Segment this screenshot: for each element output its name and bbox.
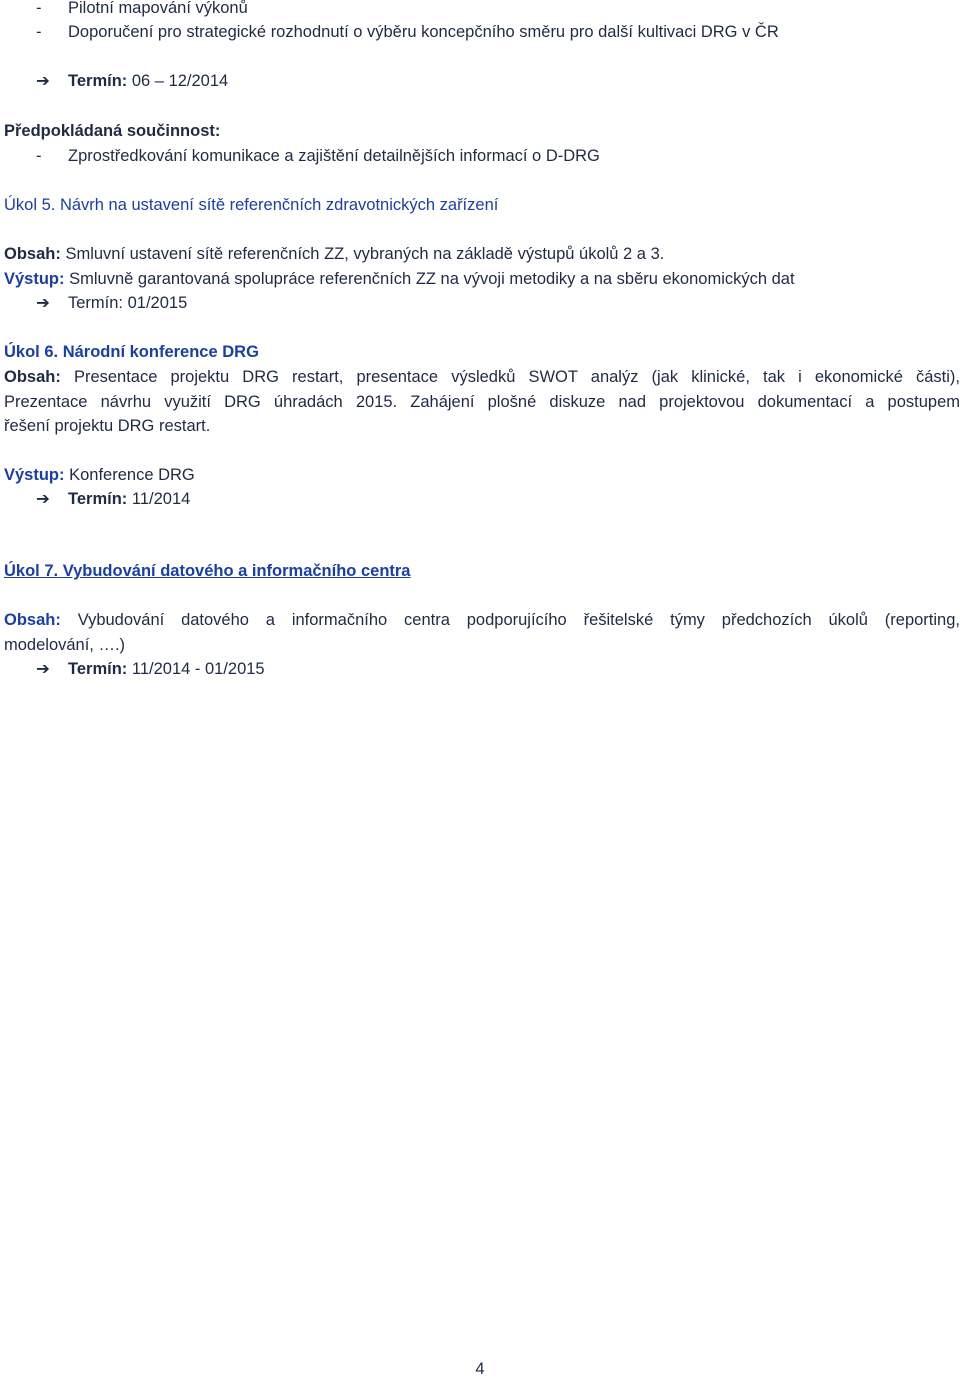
cooperation-heading: Předpokládaná součinnost: [4, 122, 221, 140]
task-6-vystup [4, 464, 195, 486]
dash-bullet: - [36, 0, 42, 17]
list-item [4, 0, 248, 19]
task-6-obsah-line3: řešení projektu DRG restart. [4, 417, 211, 435]
task-6-obsah [4, 366, 960, 388]
right-arrow-icon: ➔ [36, 72, 50, 90]
task-5-vystup [4, 268, 795, 290]
dash-bullet: - [36, 147, 42, 165]
list-item-text: Pilotní mapování výkonů [68, 0, 248, 17]
obsah-label: Obsah: [4, 245, 61, 263]
termin-line [4, 488, 190, 510]
list-item-text: Doporučení pro strategické rozhodnutí o výběru koncepčního směru pro další kultivaci DRG v ČR [68, 23, 779, 41]
termin-value: 11/2014 [131, 490, 191, 508]
obsah-text: Smluvní ustavení sítě referenčních ZZ, vybraných na základě výstupů úkolů 2 a 3. [65, 245, 665, 263]
termin-line [4, 70, 228, 92]
list-item [4, 145, 600, 167]
task-label: Úkol 5. [4, 196, 56, 214]
task-label: Úkol 6. [4, 343, 59, 361]
termin-value: 01/2015 [127, 294, 188, 312]
task-title: Vybudování datového a informačního centra [62, 562, 411, 580]
task-7-heading [4, 560, 410, 582]
task-6-heading [4, 341, 259, 363]
list-item-text: Zprostředkování komunikace a zajištění detailnějších informací o D-DRG [68, 147, 600, 165]
task-label: Úkol 7. [4, 562, 59, 580]
right-arrow-icon: ➔ [36, 660, 50, 678]
task-7-obsah [4, 609, 960, 631]
termin-label: Termín: [68, 660, 128, 678]
task-5-obsah [4, 243, 664, 265]
termin-label: Termín: [68, 72, 128, 90]
task-6-obsah-line2: Prezentace návrhu využití DRG úhradách 2015. Zahájení plošné diskuze nad projektovou dokumentací a postupem [4, 393, 960, 411]
vystup-label: Výstup: [4, 466, 65, 484]
termin-value: 06 – 12/2014 [131, 72, 229, 90]
task-title: Národní konference DRG [62, 343, 259, 361]
vystup-label: Výstup: [4, 270, 65, 288]
termin-label: Termín: [68, 490, 128, 508]
task-5-heading [4, 194, 498, 216]
dash-bullet: - [36, 23, 42, 41]
right-arrow-icon: ➔ [36, 294, 50, 312]
list-item [4, 21, 779, 43]
termin-label: Termín: [68, 294, 124, 312]
task-title: Návrh na ustavení sítě referenčních zdravotnických zařízení [59, 196, 499, 214]
termin-line [4, 658, 265, 680]
task-7-obsah-line2: modelování, ….) [4, 636, 126, 654]
obsah-label: Obsah: [4, 611, 61, 629]
obsah-label: Obsah: [4, 368, 61, 386]
obsah-text: Vybudování datového a informačního centra podporujícího řešitelské týmy předchozích úkolů (reporting, [77, 611, 960, 629]
vystup-text: Konference DRG [69, 466, 195, 484]
obsah-text: Presentace projektu DRG restart, presentace výsledků SWOT analýz (jak klinické, tak i ekonomické části), [73, 368, 960, 386]
termin-value: 11/2014 - 01/2015 [131, 660, 265, 678]
right-arrow-icon: ➔ [36, 490, 50, 508]
vystup-text: Smluvně garantovaná spolupráce referenčních ZZ na vývoji metodiky a na sběru ekonomických dat [69, 270, 795, 288]
termin-line [4, 292, 187, 314]
page-number: 4 [475, 1360, 485, 1378]
